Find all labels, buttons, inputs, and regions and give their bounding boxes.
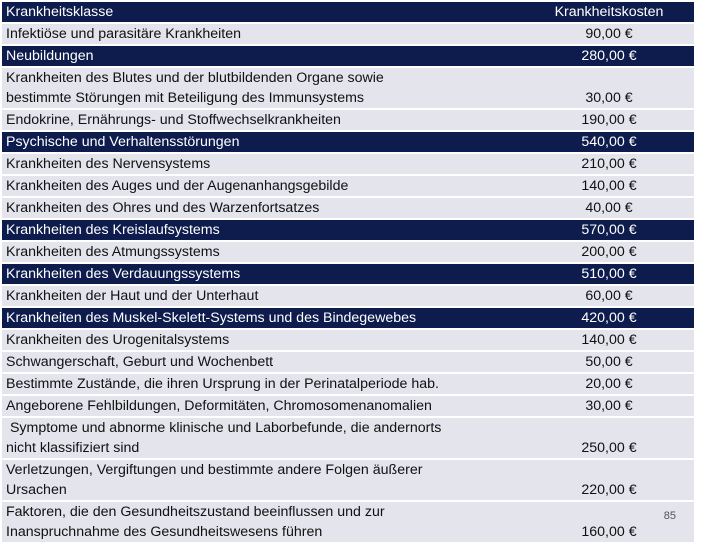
row-value: 190,00 €	[524, 110, 694, 130]
header-category: Krankheitsklasse	[2, 2, 524, 22]
row-value: 540,00 €	[524, 132, 694, 152]
row-label: Infektiöse und parasitäre Krankheiten	[2, 24, 524, 44]
row-value: 280,00 €	[524, 46, 694, 66]
row-label: Krankheiten des Nervensystems	[2, 154, 524, 174]
table-row	[2, 198, 694, 218]
table-row	[2, 396, 694, 416]
row-value: 90,00 €	[524, 24, 694, 44]
row-label: Neubildungen	[2, 46, 524, 66]
row-value: 140,00 €	[524, 330, 694, 350]
page-number: 85	[663, 510, 676, 522]
row-value: 510,00 €	[524, 264, 694, 284]
table-header-row	[2, 2, 694, 22]
table-row	[2, 110, 694, 130]
table-row	[2, 264, 694, 284]
row-label: Krankheiten der Haut und der Unterhaut	[2, 286, 524, 306]
row-label: Angeborene Fehlbildungen, Deformitäten, Chromosomenanomalien	[2, 396, 524, 416]
row-value: 250,00 €	[524, 418, 694, 458]
header-cost: Krankheitskosten	[524, 2, 694, 22]
row-label: Faktoren, die den Gesundheitszustand beeinflussen und zur Inanspruchnahme des Gesundheitswesens führen	[2, 502, 524, 542]
row-value: 30,00 €	[524, 68, 694, 108]
table-row	[2, 24, 694, 44]
table-row	[2, 502, 694, 542]
row-value: 50,00 €	[524, 352, 694, 372]
row-label: Krankheiten des Blutes und der blutbildenden Organe sowie bestimmte Störungen mit Beteiligung des Immunsystems	[2, 68, 524, 108]
row-value: 140,00 €	[524, 176, 694, 196]
row-label: Krankheiten des Kreislaufsystems	[2, 220, 524, 240]
row-value: 160,00 €	[524, 502, 694, 542]
row-label: Schwangerschaft, Geburt und Wochenbett	[2, 352, 524, 372]
row-label: Symptome und abnorme klinische und Laborbefunde, die andernorts nicht klassifiziert sind	[2, 418, 524, 458]
table-row	[2, 418, 694, 458]
cost-table	[2, 0, 694, 544]
row-label: Psychische und Verhaltensstörungen	[2, 132, 524, 152]
table-row	[2, 460, 694, 500]
row-value: 220,00 €	[524, 460, 694, 500]
table-row	[2, 374, 694, 394]
row-value: 40,00 €	[524, 198, 694, 218]
row-value: 210,00 €	[524, 154, 694, 174]
row-label: Bestimmte Zustände, die ihren Ursprung in der Perinatalperiode hab.	[2, 374, 524, 394]
table-row	[2, 242, 694, 262]
table-row	[2, 220, 694, 240]
table-row	[2, 46, 694, 66]
row-value: 60,00 €	[524, 286, 694, 306]
table-row	[2, 132, 694, 152]
table-row	[2, 68, 694, 108]
row-value: 20,00 €	[524, 374, 694, 394]
row-value: 570,00 €	[524, 220, 694, 240]
row-value: 200,00 €	[524, 242, 694, 262]
table-row	[2, 330, 694, 350]
row-value: 420,00 €	[524, 308, 694, 328]
row-label: Krankheiten des Auges und der Augenanhangsgebilde	[2, 176, 524, 196]
table-row	[2, 176, 694, 196]
row-label: Krankheiten des Verdauungssystems	[2, 264, 524, 284]
table-row	[2, 308, 694, 328]
row-label: Endokrine, Ernährungs- und Stoffwechselkrankheiten	[2, 110, 524, 130]
row-label: Krankheiten des Muskel-Skelett-Systems und des Bindegewebes	[2, 308, 524, 328]
table-row	[2, 352, 694, 372]
row-label: Verletzungen, Vergiftungen und bestimmte andere Folgen äußerer Ursachen	[2, 460, 524, 500]
row-label: Krankheiten des Urogenitalsystems	[2, 330, 524, 350]
row-label: Krankheiten des Ohres und des Warzenfortsatzes	[2, 198, 524, 218]
row-value: 30,00 €	[524, 396, 694, 416]
table-row	[2, 154, 694, 174]
row-label: Krankheiten des Atmungssystems	[2, 242, 524, 262]
table-row	[2, 286, 694, 306]
